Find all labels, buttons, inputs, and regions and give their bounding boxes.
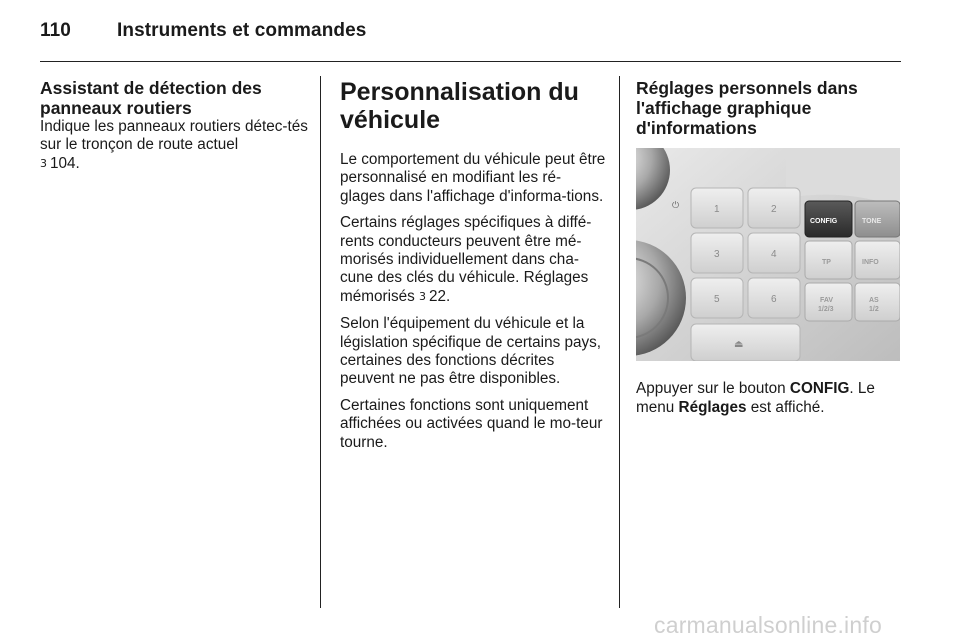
paragraph-4: Certaines fonctions sont uniquement affichées ou activées quand le mo-teur tourne. [340,396,603,451]
paragraph-2 [340,214,606,307]
caption-text-3: est affiché. [750,398,825,416]
page-ref-icon: 3 [40,156,47,170]
page-ref-icon: 3 [419,289,427,303]
tone-label: TONE [862,218,882,225]
as-label: AS [869,297,879,304]
preset-label-1: 1 [714,204,720,215]
tp-label: TP [822,259,831,266]
column-divider-1 [320,76,321,608]
watermark: carmanualsonline.info [654,612,882,638]
page-number: 110 [40,20,71,41]
preset-label-6: 6 [771,294,777,305]
preset-label-2: 2 [771,204,777,215]
section-heading-personalisation: Personnalisation du véhicule [340,78,579,134]
config-label: CONFIG [810,218,838,225]
figure-caption [636,380,901,417]
column-divider-2 [619,76,620,608]
preset-label-4: 4 [771,249,777,260]
eject-icon: ⏏ [734,339,744,350]
column-2 [340,78,606,460]
caption-reglages: Réglages [678,398,747,416]
caption-config: CONFIG [789,380,850,398]
header-rule [40,61,901,62]
chapter-title: Instruments et commandes [117,20,367,41]
fav-sublabel: 1/2/3 [818,306,834,313]
page-ref: 22. [429,287,451,305]
page-header [40,20,366,42]
section-heading-traffic-sign: Assistant de détection des panneaux routiers [40,78,262,118]
preset-label-5: 5 [714,294,720,305]
traffic-sign-text [40,118,310,174]
as-sublabel: 1/2 [869,306,879,313]
paragraph-1: Le comportement du véhicule peut être personnalisé en modifiant les ré-glages dans l'affichage d'informa-tions. [340,151,606,205]
power-icon: ⏻ [672,201,680,211]
eject-button[interactable] [691,324,800,361]
info-label: INFO [862,259,879,266]
caption-text-1: Appuyer sur le bouton [636,380,786,398]
caption-text-2: . Le menu [636,380,875,416]
fav-label: FAV [820,297,834,304]
traffic-sign-body: Indique les panneaux routiers détec-tés sur le tronçon de route actuel [40,118,308,154]
paragraph-3: Selon l'équipement du véhicule et la législation spécifique de certains pays, certaines des fonctions décrites peuvent ne pas être disponibles. [340,315,602,388]
section-heading-settings: Réglages personnels dans l'affichage graphique d'informations [636,78,858,138]
paragraph-2-text: Certains réglages spécifiques à diffé-rents conducteurs peuvent être mé-morisés individuellement dans cha-cune des clés du véhicule. Réglages mémorisés [340,214,592,305]
control-panel-figure [636,148,900,361]
column-3 [636,78,901,417]
column-1 [40,78,310,174]
page-ref: 104. [50,154,80,172]
preset-label-3: 3 [714,249,720,260]
